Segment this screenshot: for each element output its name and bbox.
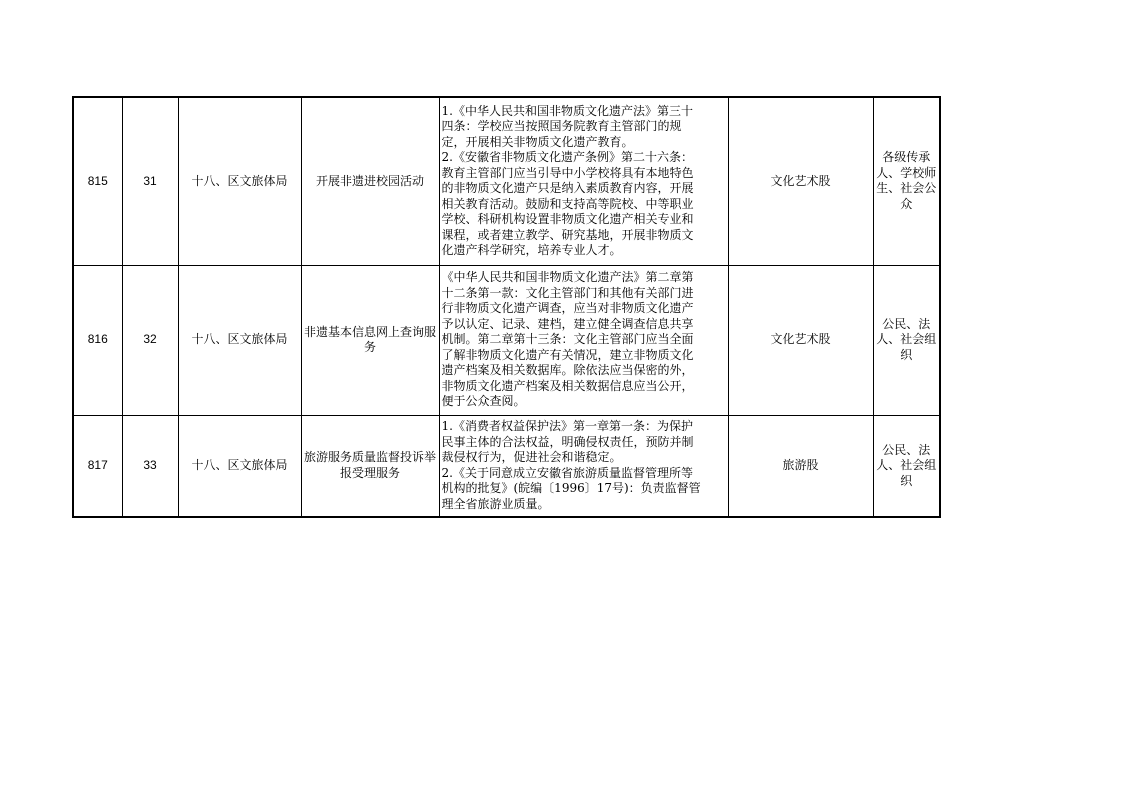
table-row	[73, 97, 940, 265]
basis-line: 2.《关于同意成立安徽省旅游质量监督管理所等	[441, 465, 693, 480]
department-cell: 十八、区文旅体局	[178, 97, 301, 265]
basis-line: 行非物质文化遗产调查，应当对非物质文化遗产	[441, 301, 694, 316]
seq-cell: 815	[73, 97, 122, 265]
basis-line: 定，开展相关非物质文化遗产教育。	[441, 134, 634, 149]
sub-seq-cell: 33	[122, 415, 178, 517]
legal-basis-cell	[439, 415, 728, 517]
table-row	[73, 265, 940, 415]
basis-line: 十二条第一款：文化主管部门和其他有关部门进	[441, 285, 694, 300]
basis-line: 课程，或者建立教学、研究基地，开展非物质文	[441, 227, 694, 242]
table-row	[73, 415, 940, 517]
responsible-unit-cell: 文化艺术股	[728, 265, 873, 415]
seq-cell: 816	[73, 265, 122, 415]
basis-line: 的非物质文化遗产只是纳入素质教育内容，开展	[441, 181, 694, 196]
basis-line: 化遗产科学研究，培养专业人才。	[441, 243, 622, 258]
basis-line: 《中华人民共和国非物质文化遗产法》第二章第	[441, 270, 694, 285]
item-name-cell: 旅游服务质量监督投诉举报受理服务	[301, 415, 439, 517]
basis-line: 予以认定、记录、建档，建立健全调查信息共享	[441, 316, 694, 331]
basis-line: 理全省旅游业质量。	[441, 496, 550, 511]
basis-line: 便于公众查阅。	[441, 394, 526, 409]
basis-line: 了解非物质文化遗产有关情况，建立非物质文化	[441, 347, 694, 362]
department-cell: 十八、区文旅体局	[178, 415, 301, 517]
basis-line: 四条：学校应当按照国务院教育主管部门的规	[441, 119, 682, 134]
sub-seq-cell: 31	[122, 97, 178, 265]
basis-line: 2.《安徽省非物质文化遗产条例》第二十六条：	[441, 150, 693, 165]
service-target-cell: 公民、法人、社会组织	[873, 415, 940, 517]
responsible-unit-cell: 文化艺术股	[728, 97, 873, 265]
service-target-cell: 各级传承人、学校师生、社会公众	[873, 97, 940, 265]
basis-line: 1.《消费者权益保护法》第一章第一条：为保护	[441, 419, 693, 434]
basis-line: 1.《中华人民共和国非物质文化遗产法》第三十	[441, 103, 693, 118]
department-cell: 十八、区文旅体局	[178, 265, 301, 415]
basis-line: 相关教育活动。鼓励和支持高等院校、中等职业	[441, 196, 694, 211]
legal-basis-cell	[439, 265, 728, 415]
basis-line: 民事主体的合法权益，明确侵权责任，预防并制	[441, 434, 694, 449]
basis-line: 学校、科研机构设置非物质文化遗产相关专业和	[441, 212, 694, 227]
legal-basis-cell	[439, 97, 728, 265]
basis-line: 裁侵权行为，促进社会和谐稳定。	[441, 450, 622, 465]
basis-line: 非物质文化遗产档案及相关数据信息应当公开，	[441, 378, 694, 393]
service-target-cell: 公民、法人、社会组织	[873, 265, 940, 415]
basis-line: 遗产档案及相关数据库。除依法应当保密的外，	[441, 363, 694, 378]
basis-line: 机制。第二章第十三条：文化主管部门应当全面	[441, 332, 694, 347]
basis-line: 机构的批复》(皖编〔1996〕17号)：负责监督管	[441, 481, 701, 496]
item-name-cell: 开展非遗进校园活动	[301, 97, 439, 265]
responsible-unit-cell: 旅游股	[728, 415, 873, 517]
item-name-cell: 非遗基本信息网上查询服务	[301, 265, 439, 415]
basis-line: 教育主管部门应当引导中小学校将具有本地特色	[441, 165, 694, 180]
service-list-table	[72, 96, 941, 518]
sub-seq-cell: 32	[122, 265, 178, 415]
seq-cell: 817	[73, 415, 122, 517]
